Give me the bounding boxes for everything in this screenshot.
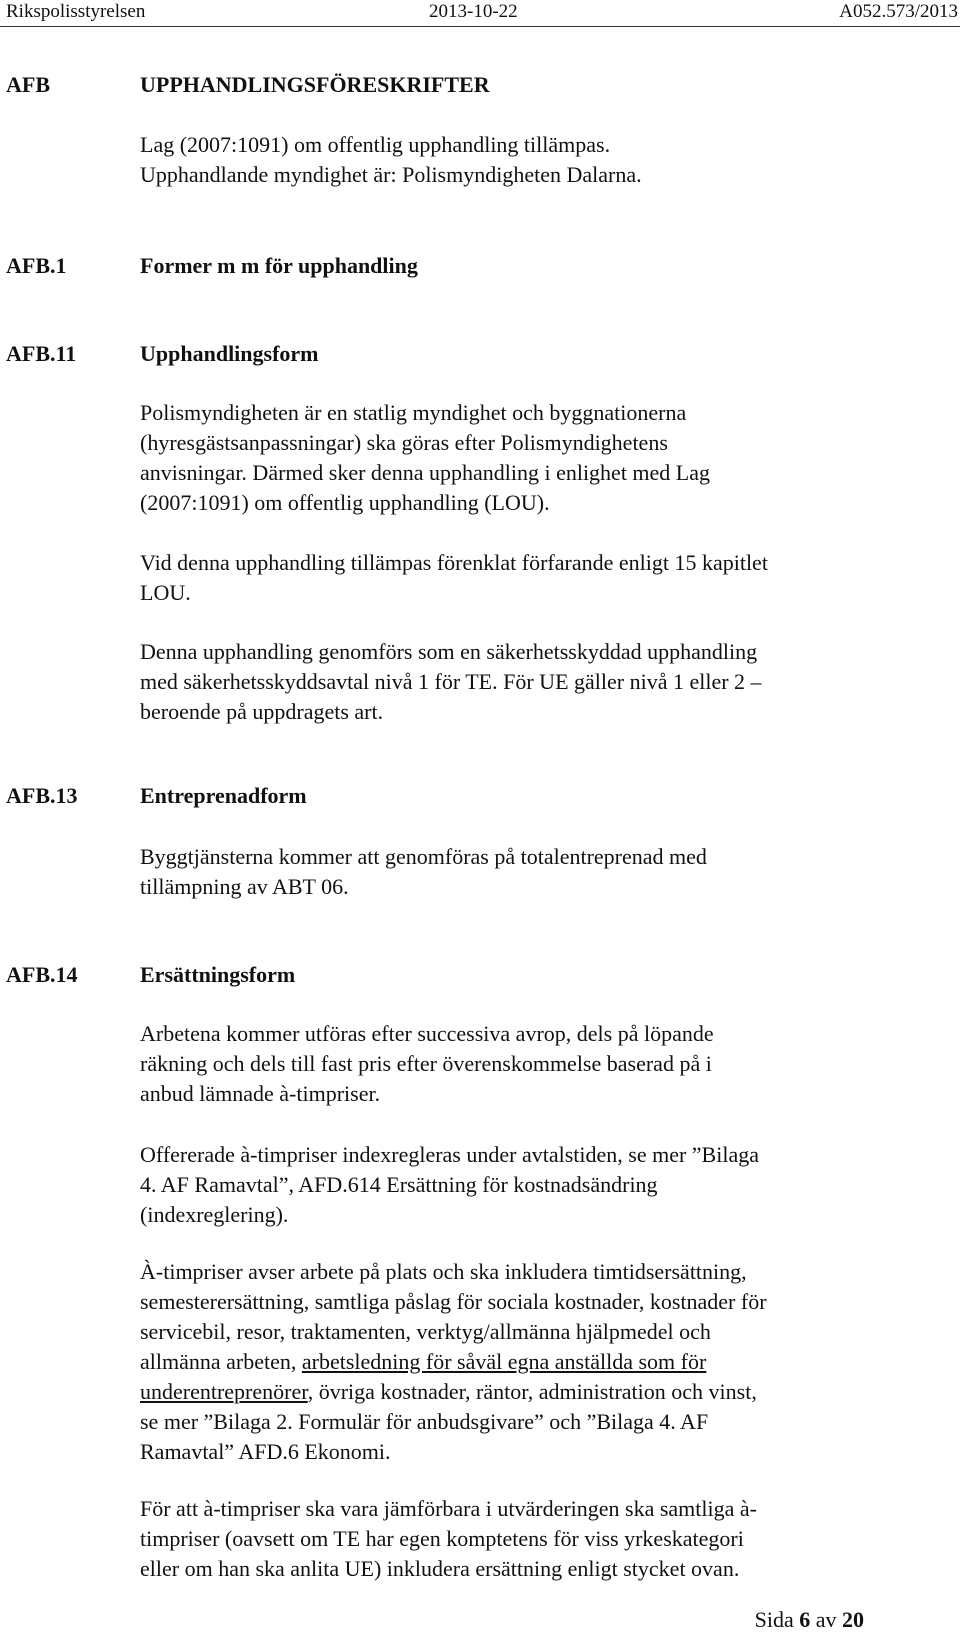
text-line: Lag (2007:1091) om offentlig upphandling tillämpas. [140,132,611,157]
text-line: Offererade à-timpriser indexregleras under avtalstiden, se mer ”Bilaga [140,1142,759,1167]
text-line: À-timpriser avser arbete på plats och ska inkludera timtidsersättning, [140,1259,747,1284]
text-line: räkning och dels till fast pris efter överenskommelse baserad på i [140,1051,712,1076]
footer-page-number: 6 [799,1607,811,1632]
section-title-afb11: Upphandlingsform [140,341,319,366]
text-line: Vid denna upphandling tillämpas förenklat förfarande enligt 15 kapitlet [140,550,768,575]
text-fragment: , övriga kostnader, räntor, administration och vinst, [307,1379,757,1404]
text-line: 4. AF Ramavtal”, AFD.614 Ersättning för kostnadsändring [140,1172,658,1197]
section-code-afb13: AFB.13 [6,783,78,808]
text-line: Denna upphandling genomförs som en säkerhetsskyddad upphandling [140,639,758,664]
section-code-afb14: AFB.14 [6,962,78,987]
paragraph-afb14-1 [140,1019,880,1109]
paragraph-afb13-1 [140,842,880,902]
footer-of-label: av [815,1607,837,1632]
section-code-afb: AFB [6,72,50,97]
page-header [0,0,960,26]
header-divider [0,26,960,27]
text-line: anvisningar. Därmed sker denna upphandling i enlighet med Lag [140,460,711,485]
paragraph-afb11-3 [140,637,880,727]
section-title-afb13: Entreprenadform [140,783,307,808]
text-line: timpriser (oavsett om TE har egen komptetens för viss yrkeskategori [140,1526,744,1551]
text-line: beroende på uppdragets art. [140,699,384,724]
text-line: Upphandlande myndighet är: Polismyndigheten Dalarna. [140,162,642,187]
section-code-afb1: AFB.1 [6,253,67,278]
text-line: (indexreglering). [140,1202,289,1227]
text-line: tillämpning av ABT 06. [140,874,349,899]
text-line: För att à-timpriser ska vara jämförbara i utvärderingen ska samtliga à- [140,1496,757,1521]
text-line: servicebil, resor, traktamenten, verktyg/allmänna hjälpmedel och [140,1319,711,1344]
text-line: eller om han ska anlita UE) inkludera ersättning enligt stycket ovan. [140,1556,740,1581]
text-line: se mer ”Bilaga 2. Formulär för anbudsgivare” och ”Bilaga 4. AF [140,1409,709,1434]
section-title-afb14: Ersättningsform [140,962,296,987]
text-line: (hyresgästsanpassningar) ska göras efter Polismyndighetens [140,430,668,455]
section-title-afb1: Former m m för upphandling [140,253,418,278]
header-organization: Rikspolisstyrelsen [6,1,146,22]
text-line: (2007:1091) om offentlig upphandling (LOU). [140,490,550,515]
footer-page-total: 20 [842,1607,864,1632]
text-line: Arbetena kommer utföras efter successiva avrop, dels på löpande [140,1021,714,1046]
paragraph-afb [140,130,880,190]
footer-page-label: Sida [754,1607,794,1632]
underlined-text: arbetsledning för såväl egna anställda som för [301,1349,707,1374]
paragraph-afb14-2 [140,1140,880,1230]
header-reference: A052.573/2013 [839,1,958,22]
text-line: med säkerhetsskyddsavtal nivå 1 för TE. För UE gäller nivå 1 eller 2 – [140,669,762,694]
paragraph-afb11-1 [140,398,880,518]
text-line: LOU. [140,580,191,605]
text-line [140,1347,880,1377]
section-title-afb: UPPHANDLINGSFÖRESKRIFTER [140,72,490,97]
text-line: semesterersättning, samtliga påslag för sociala kostnader, kostnader för [140,1289,767,1314]
paragraph-afb11-2 [140,548,880,608]
header-date: 2013-10-22 [429,1,518,22]
text-fragment: allmänna arbeten, [140,1349,302,1374]
text-line: Polismyndigheten är en statlig myndighet och byggnationerna [140,400,687,425]
text-line [140,1377,880,1407]
text-line: Ramavtal” AFD.6 Ekonomi. [140,1439,391,1464]
section-code-afb11: AFB.11 [6,341,77,366]
page-footer [755,1607,864,1633]
underlined-text: underentreprenörer [140,1379,308,1404]
text-line: anbud lämnade à-timpriser. [140,1081,381,1106]
paragraph-afb14-3 [140,1257,880,1467]
paragraph-afb14-4 [140,1494,880,1584]
text-line: Byggtjänsterna kommer att genomföras på totalentreprenad med [140,844,707,869]
